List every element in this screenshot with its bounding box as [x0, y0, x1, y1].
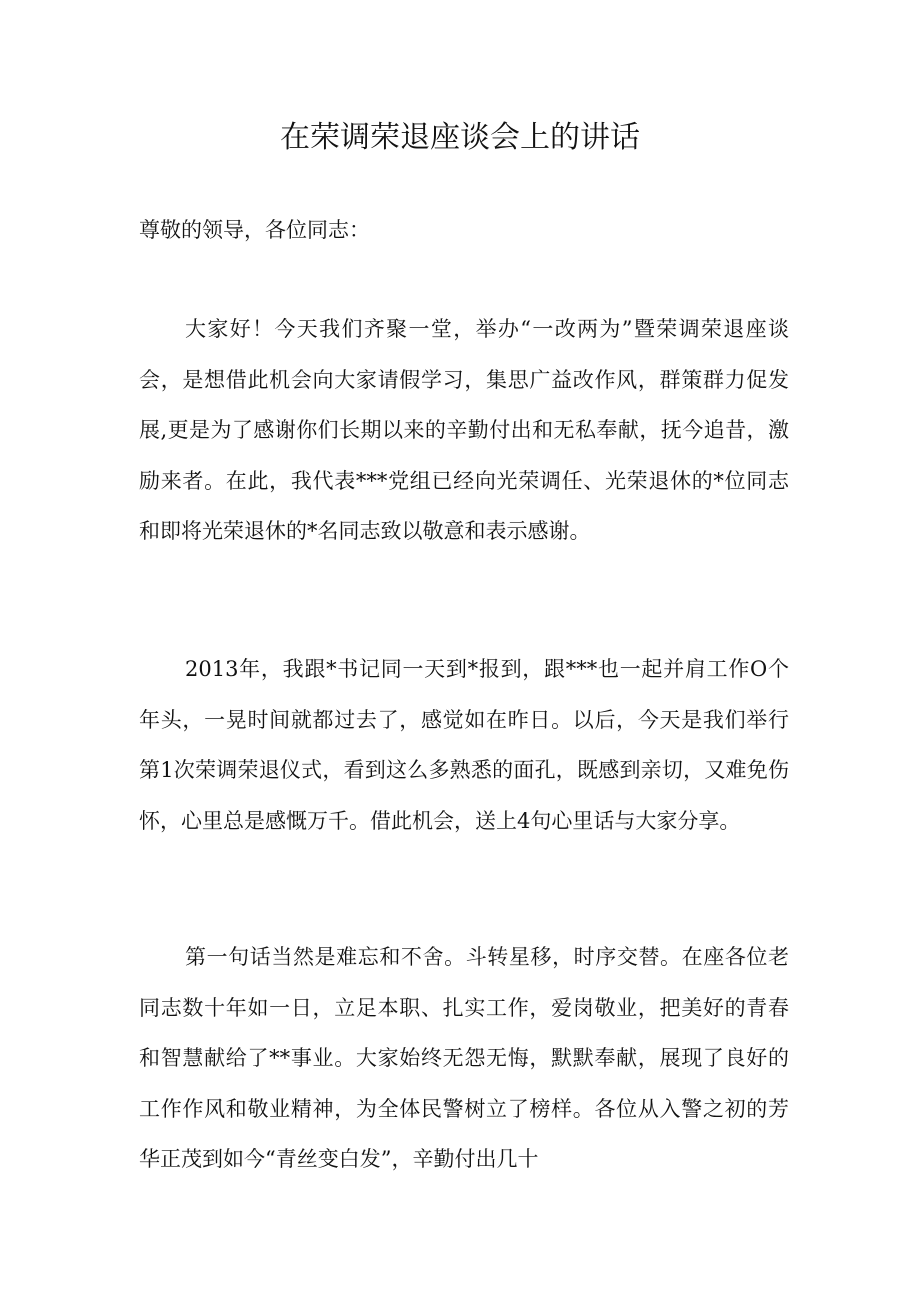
paragraph-1: 大家好！今天我们齐聚一堂，举办“一改两为”暨荣调荣退座谈会，是想借此机会向大家请假学习，集思广益改作风，群策群力促发展,更是为了感谢你们长期以来的辛勤付出和无私奉献，抚今追昔，激励来者。在此，我代表***党组已经向光荣调任、光荣退休的*位同志和即将光荣退休的*名同志致以敬意和表示感谢。	[139, 317, 789, 543]
document-title: 在荣调荣退座谈会上的讲话	[280, 120, 640, 155]
paragraph-3: 第一句话当然是难忘和不舍。斗转星移，时序交替。在座各位老同志数十年如一日，立足本职、扎实工作，爱岗敬业，把美好的青春和智慧献给了**事业。大家始终无怨无悔，默默奉献，展现了良好的工作作风和敬业精神，为全体民警树立了榜样。各位从入警之初的芳华正茂到如今“青丝变白发”，辛勤付出几十	[139, 945, 789, 1171]
paragraph-2: 2013年，我跟*书记同一天到*报到，跟***也一起并肩工作O个年头，一晃时间就都过去了，感觉如在昨日。以后，今天是我们举行第1次荣调荣退仪式，看到这么多熟悉的面孔，既感到亲切，又难免伤怀，心里总是感慨万千。借此机会，送上4句心里话与大家分享。	[139, 657, 789, 833]
salutation: 尊敬的领导，各位同志：	[139, 218, 370, 242]
